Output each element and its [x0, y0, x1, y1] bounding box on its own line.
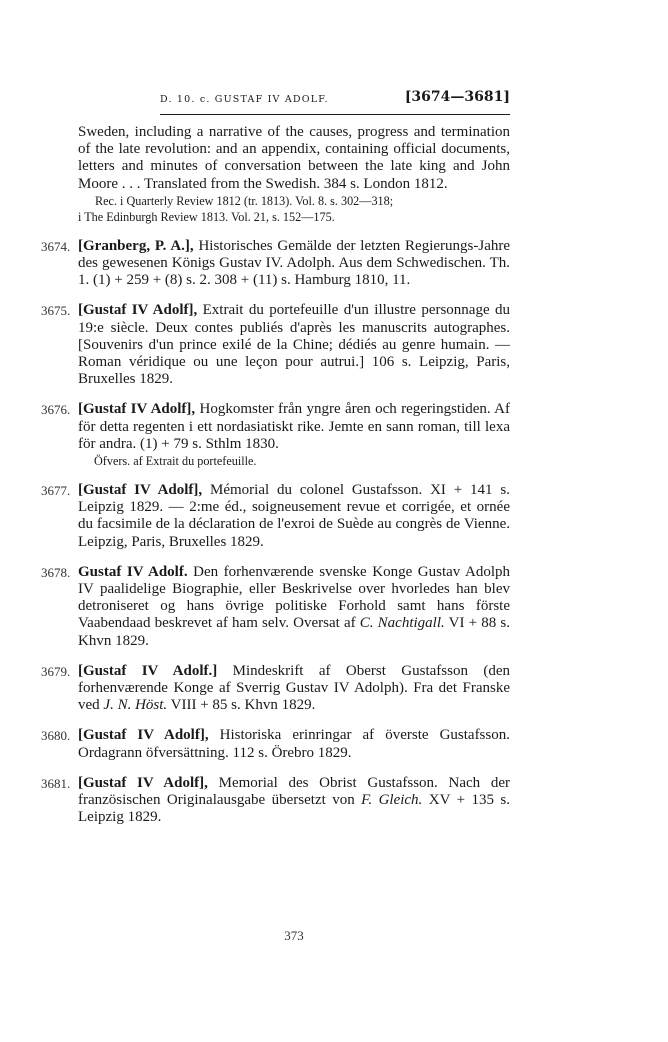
entry-translator: J. N. Höst.	[103, 697, 168, 714]
entry-imprint: VIII + 85 s. Khvn 1829.	[167, 697, 316, 714]
entry-note: Öfvers. af Extrait du portefeuille.	[94, 454, 257, 469]
entry-description: Mindeskrift af Oberst Gustafsson (den forhenværende Konge af Sverrig Gustav IV Adolph). Fra det Franske ved	[78, 662, 510, 714]
running-head-range: [3674—3681]	[404, 89, 510, 105]
entry-description: Historiska erinringar af överste Gustafsson. Ordagrann öfversättning. 112 s. Örebro 1829.	[78, 727, 510, 761]
entry-number: 3677.	[41, 483, 71, 499]
entry-3674	[41, 237, 511, 290]
entry-author: [Gustaf IV Adolf.]	[78, 662, 218, 679]
entry-text	[78, 727, 510, 761]
entry-author: [Granberg, P. A.],	[78, 237, 194, 254]
entry-number: 3679.	[41, 663, 71, 679]
entry-text	[78, 302, 510, 388]
page-number: 373	[284, 928, 304, 943]
entry-translator: C. Nachtigall.	[359, 615, 445, 632]
entry-author: [Gustaf IV Adolf],	[78, 727, 209, 744]
entry-imprint: VI + 88 s. Khvn 1829.	[78, 615, 510, 649]
entry-description: Hogkomster från yngre åren och regeringstiden. Af för detta regenten i ett nordasiatiskt rike. Jemte en sann roman, till lexa för andra. (1) + 79 s. Sthlm 1830.	[78, 401, 510, 452]
entry-text	[78, 238, 510, 290]
entry-imprint: XV + 135 s. Leipzig 1829.	[78, 792, 510, 826]
entry-3677	[41, 482, 510, 551]
entry-description: Mémorial du colonel Gustafsson. XI + 141 s. Leipzig 1829. — 2:me éd., soigneusement revue et corrigée, et ornée du facsimile de la déclaration de l'exroi de Suède au congrès de Vienne. Leipzig, Paris, Bruxelles 1829.	[78, 482, 510, 550]
entry-author: [Gustaf IV Adolf],	[78, 401, 196, 418]
book-page	[41, 88, 511, 943]
entry-3678	[41, 563, 510, 650]
entry-number: 3678.	[41, 564, 71, 580]
entry-number: 3680.	[41, 728, 71, 744]
entry-3681	[41, 774, 510, 827]
entry-description: Extrait du portefeuille d'un illustre personnage du 19:e siècle. Deux contes publiés d'après les manuscrits autographes. [Souvenirs d'un prince exilé de la Chine; dédiés au genre humain. — Roman véridique ou une leçon pour autrui.] 106 s. Leipzig, Paris, Bruxelles 1829.	[78, 302, 510, 388]
entry-text	[78, 401, 510, 453]
entry-translator: F. Gleich.	[361, 792, 423, 809]
review-note-line-2: i The Edinburgh Review 1813. Vol. 21, s. 152—175.	[78, 209, 335, 224]
entry-text	[78, 482, 510, 551]
entry-number: 3674.	[41, 238, 71, 254]
entry-description: Historisches Gemälde der letzten Regierungs-Jahre des gewesenen Königs Gustav IV. Adolph. Aus dem Schwedischen. Th. 1. (1) + 259 + (8) s. 2. 308 + (11) s. Hamburg 1810, 11.	[78, 237, 511, 289]
entry-text	[78, 564, 510, 650]
entry-text	[78, 663, 510, 715]
entry-description: Memorial des Obrist Gustafsson. Nach der französischen Originalausgabe übersetzt von	[78, 774, 510, 809]
entry-3675	[41, 302, 510, 388]
entry-author: [Gustaf IV Adolf],	[78, 482, 203, 499]
entry-author: Gustaf IV Adolf.	[78, 563, 188, 580]
entry-number: 3676.	[41, 402, 71, 418]
entry-description: Den forhenværende svenske Konge Gustav Adolph IV paalidelige Biographie, eller Beskrivelse over hvorledes han blev detroniseret og hans övrige politiske Forhold samt hans förste Vaabendaad beskrevet af ham selv. Oversat af	[78, 563, 510, 632]
entry-number: 3681.	[41, 775, 71, 791]
entry-text	[78, 775, 510, 827]
entry-3676	[41, 401, 510, 469]
entry-3680	[41, 727, 510, 761]
running-head-title: D. 10. c. GUSTAF IV ADOLF.	[160, 94, 329, 105]
continued-entry-text: Sweden, including a narrative of the causes, progress and termination of the late revolution: and an appendix, containing official documents, letters and minutes of conversation between the late king and John Moore . . . Translated from the Swedish. 384 s. London 1812.	[78, 124, 510, 192]
entry-3679	[41, 662, 510, 715]
review-note-line-1: Rec. i Quarterly Review 1812 (tr. 1813). Vol. 8. s. 302—318;	[95, 193, 394, 208]
entry-number: 3675.	[41, 303, 71, 319]
running-head	[160, 88, 510, 115]
entry-author: [Gustaf IV Adolf],	[78, 302, 198, 319]
entry-author: [Gustaf IV Adolf],	[78, 774, 208, 791]
